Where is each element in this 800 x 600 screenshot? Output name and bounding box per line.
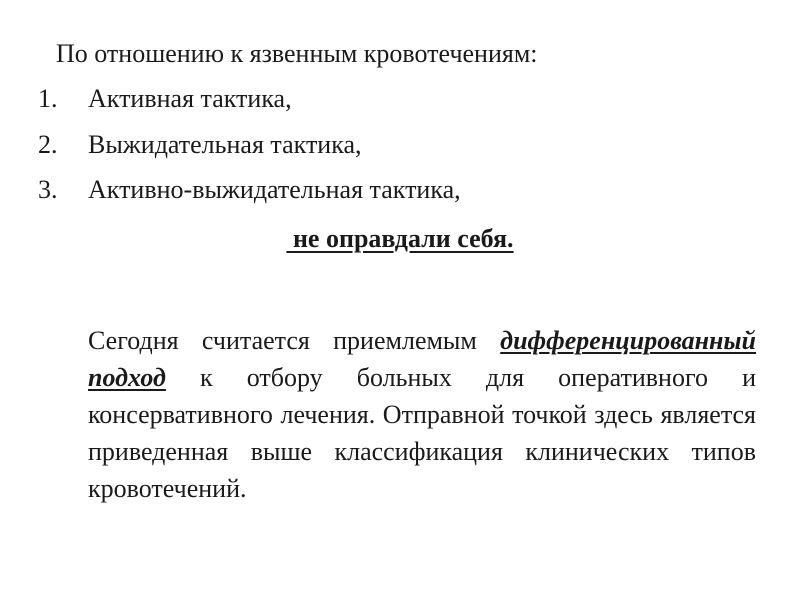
list-number: 2. [38, 130, 58, 159]
conclusion-label: не оправдали себя. [292, 224, 514, 253]
list-item [38, 175, 461, 205]
list-item [38, 84, 292, 114]
list-number: 3. [38, 175, 58, 204]
list-item [38, 130, 362, 160]
list-text: Активная тактика, [88, 84, 292, 113]
body-paragraph [88, 322, 756, 507]
list-number: 1. [38, 84, 58, 113]
paragraph-emphasis: дифференцированный подход [88, 326, 756, 392]
intro-text: По отношению к язвенным кровотечениям: [56, 39, 538, 68]
paragraph-start: Сегодня считается приемлемым [88, 326, 501, 355]
list-text: Выжидательная тактика, [88, 130, 362, 159]
list-text: Активно-выжидательная тактика, [88, 175, 461, 204]
conclusion-text [0, 224, 800, 254]
paragraph-end: к отбору больных для оперативного и консервативного лечения. Отправной точкой здесь является приведенная выше классификация клинических типов кровотечений. [88, 363, 756, 503]
